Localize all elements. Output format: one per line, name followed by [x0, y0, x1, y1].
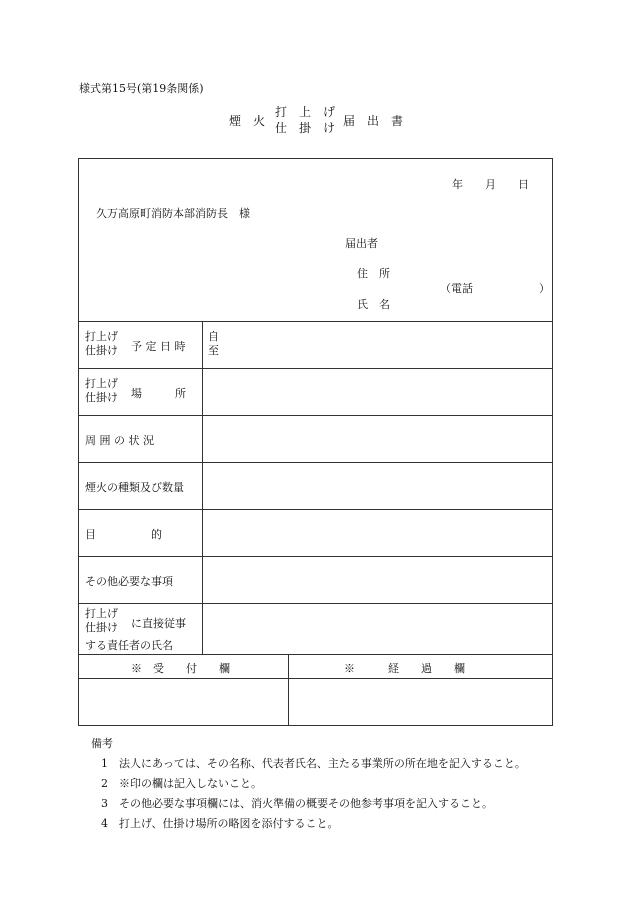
address-label: 住 所	[357, 267, 390, 280]
name-label: 氏 名	[357, 298, 390, 311]
to-label: 至	[208, 344, 219, 357]
divider	[78, 462, 552, 463]
row-label-schedule: 予 定 日 時	[131, 340, 186, 353]
from-label: 自	[208, 330, 219, 343]
divider	[78, 368, 552, 369]
title-upper: 打 上 げ	[275, 105, 336, 119]
title-fireworks: 煙 火	[229, 114, 266, 128]
row-label-firework-types: 煙火の種類及び数量	[85, 481, 184, 494]
row-label-responsible-person: する責任者の氏名	[85, 639, 173, 652]
row-label-prefix: 打上げ 仕掛け	[85, 330, 118, 357]
row-label-prefix: 打上げ 仕掛け	[85, 377, 118, 404]
column-divider	[288, 654, 289, 725]
title-suffix: 届 出 書	[343, 114, 404, 128]
phone-label: （電話 ）	[440, 282, 550, 295]
divider	[78, 678, 552, 679]
row-label-surroundings: 周 囲 の 状 況	[85, 434, 154, 447]
row-label-purpose: 目 的	[85, 528, 162, 541]
divider	[78, 321, 552, 322]
note-item: 4 打上げ、仕掛け場所の略図を添付すること。	[101, 817, 339, 830]
note-item: 2 ※印の欄は記入しないこと。	[101, 777, 262, 790]
progress-box-header: ※ 経 過 欄	[344, 662, 465, 675]
date-field: 年 月 日	[452, 178, 529, 191]
notifier-label: 届出者	[345, 237, 378, 250]
form-number: 様式第15号(第19条関係)	[79, 82, 204, 95]
note-item: 3 その他必要な事項欄には、消火準備の概要その他参考事項を記入すること。	[101, 797, 493, 810]
row-label-place: 場 所	[131, 387, 186, 400]
reception-box-header: ※ 受 付 欄	[131, 662, 230, 675]
note-item: 1 法人にあっては、その名称、代表者氏名、主たる事業所の所在地を記入すること。	[101, 757, 526, 770]
row-label-direct-engagement: に直接従事	[131, 617, 186, 630]
title-lower: 仕 掛 け	[275, 121, 336, 135]
notes-title: 備考	[91, 737, 113, 750]
schedule-values	[208, 330, 219, 358]
title-type-stack	[275, 104, 335, 136]
column-divider	[202, 321, 203, 654]
divider	[78, 654, 552, 655]
row-label-other-matters: その他必要な事項	[85, 575, 173, 588]
row-label-prefix: 打上げ 仕掛け	[85, 607, 118, 634]
divider	[78, 509, 552, 510]
addressee: 久万高原町消防本部消防長 様	[96, 207, 250, 220]
divider	[78, 603, 552, 604]
divider	[78, 556, 552, 557]
divider	[78, 415, 552, 416]
